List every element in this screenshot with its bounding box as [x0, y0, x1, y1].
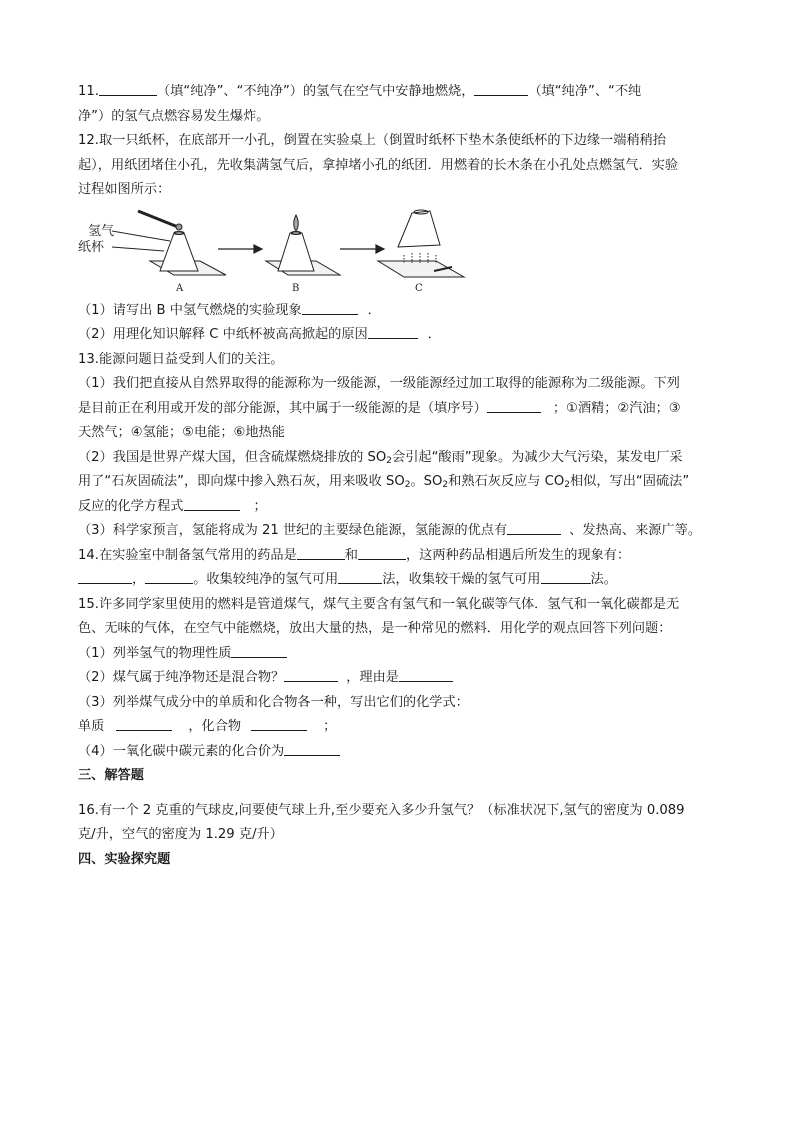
q15-part4: （4）一氧化碳中碳元素的化合价为	[78, 740, 718, 765]
q15-part3-answers: 单质 ，化合物 ；	[78, 715, 718, 740]
leader-cup	[112, 247, 164, 251]
q13-part2-line2: 用了“石灰固硫法”，即向煤中掺入熟石灰，用来吸收 $SO_2$。$SO_2$和熟石灰反应与 $CO_2$相似，写出“固硫法”	[78, 474, 690, 490]
q14-line1: 14.在实验室中制备氢气常用的药品是 和 ，这两种药品相遇后所发生的现象有：	[78, 544, 718, 569]
board-c	[378, 261, 464, 277]
q12-line3: 过程如图所示：	[78, 182, 171, 197]
label-a: A	[176, 282, 184, 294]
q13-part1-line2: 是目前正在利用或开发的部分能源，其中属于一级能源的是（填序号） ；①酒精；②汽油；③	[78, 397, 718, 422]
q15-part3: （3）列举煤气成分中的单质和化合物各一种，写出它们的化学式：	[78, 694, 469, 710]
answer-blank[interactable]	[302, 299, 358, 315]
q12-part2: （2）用理化知识解释 C 中纸杯被高高掀起的原因 ．	[78, 323, 718, 348]
leader-gas	[112, 231, 170, 241]
q15-line1: 15.许多同学家里使用的燃料是管道煤气，煤气主要含有氢气和一氧化碳等气体．氢气和一氧化碳都是无	[78, 596, 680, 612]
answer-blank[interactable]	[284, 666, 338, 682]
arrow-2	[340, 245, 384, 253]
answer-blank[interactable]	[99, 80, 157, 96]
q11-line2: 净”）的氢气点燃容易发生爆炸。	[78, 108, 270, 124]
answer-blank[interactable]	[368, 323, 418, 339]
panel-b	[266, 215, 340, 275]
q11-number: 11.	[78, 84, 99, 99]
answer-blank[interactable]	[474, 80, 528, 96]
q13-line1: 13.能源问题日益受到人们的关注。	[78, 351, 284, 367]
flame-b	[294, 215, 299, 231]
section-4-heading: 四、实验探究题	[78, 851, 171, 867]
flame-a	[176, 224, 182, 230]
answer-blank[interactable]	[284, 740, 340, 756]
cup-c-lifted	[398, 211, 440, 247]
stick-a	[138, 211, 178, 227]
answer-blank[interactable]	[116, 715, 172, 731]
answer-blank[interactable]	[399, 666, 453, 682]
q12-line2: 起），用纸团堵住小孔，先收集满氢气后，拿掉堵小孔的纸团．用燃着的长木条在小孔处点燃氢气．实验	[78, 157, 679, 173]
q15-part1: （1）列举氢气的物理性质	[78, 642, 718, 667]
label-b: B	[292, 282, 300, 294]
answer-blank[interactable]	[541, 568, 591, 584]
cup-b	[278, 233, 314, 271]
answer-blank[interactable]	[145, 568, 193, 584]
section-3-heading: 三、解答题	[78, 768, 144, 783]
panel-a	[112, 211, 226, 275]
label-c: C	[415, 282, 423, 294]
q13-part2-line3: 反应的化学方程式 ；	[78, 495, 718, 520]
q12-line1: 12.取一只纸杯，在底部开一小孔，倒置在实验桌上（倒置时纸杯下垫木条使纸杯的下边缘一端稍稍抬	[78, 133, 667, 148]
panel-c	[378, 210, 464, 277]
q15-line2: 色、无味的气体，在空气中能燃烧，放出大量的热，是一种常见的燃料．用化学的观点回答下列问题：	[78, 621, 672, 636]
q16-line1: 16.有一个 2 克重的气球皮,问要使气球上升,至少要充入多少升氢气？（标准状况下,氢气的密度为 0.089	[78, 802, 685, 818]
answer-blank[interactable]	[251, 715, 307, 731]
answer-blank[interactable]	[231, 642, 287, 658]
q15-part2: （2）煤气属于纯净物还是混合物？ ，理由是	[78, 666, 718, 691]
q16-line2: 克/升，空气的密度为 1.29 克/升）	[78, 827, 283, 842]
q13-part1-line1: （1）我们把直接从自然界取得的能源称为一级能源，一级能源经过加工取得的能源称为二级能源。下列	[78, 376, 680, 391]
answer-blank[interactable]	[184, 495, 240, 511]
answer-blank[interactable]	[358, 544, 406, 560]
answer-blank[interactable]	[297, 544, 345, 560]
label-cup: 纸杯	[78, 239, 105, 255]
q14-line2: ， 。收集较纯净的氢气可用 法，收集较干燥的氢气可用 法。	[78, 568, 718, 593]
q12-part1: （1）请写出 B 中氢气燃烧的实验现象 ．	[78, 299, 718, 324]
q13-part1-line3: 天然气；④氢能；⑤电能；⑥地热能	[78, 425, 285, 440]
worksheet-page	[78, 80, 718, 872]
answer-blank[interactable]	[487, 397, 541, 413]
answer-blank[interactable]	[338, 568, 382, 584]
arrow-1	[218, 245, 262, 253]
label-gas: 氢气	[88, 223, 115, 239]
q13-part3: （3）科学家预言，氢能将成为 21 世纪的主要绿色能源，氢能源的优点有 、发热高、来源广等。	[78, 519, 718, 544]
experiment-figure	[78, 205, 718, 295]
q11-line1: 11. （填“纯净”、“不纯净”）的氢气在空气中安静地燃烧， （填“纯净”、“不纯	[78, 80, 718, 105]
answer-blank[interactable]	[507, 519, 561, 535]
experiment-figure-svg	[78, 205, 478, 295]
cup-a	[160, 233, 198, 271]
answer-blank[interactable]	[78, 568, 132, 584]
q13-part2-line1: （2）我国是世界产煤大国，但含硫煤燃烧排放的 $SO_2$会引起“酸雨”现象。为减少大气污染，某发电厂采	[78, 449, 683, 466]
spacer	[78, 789, 718, 799]
